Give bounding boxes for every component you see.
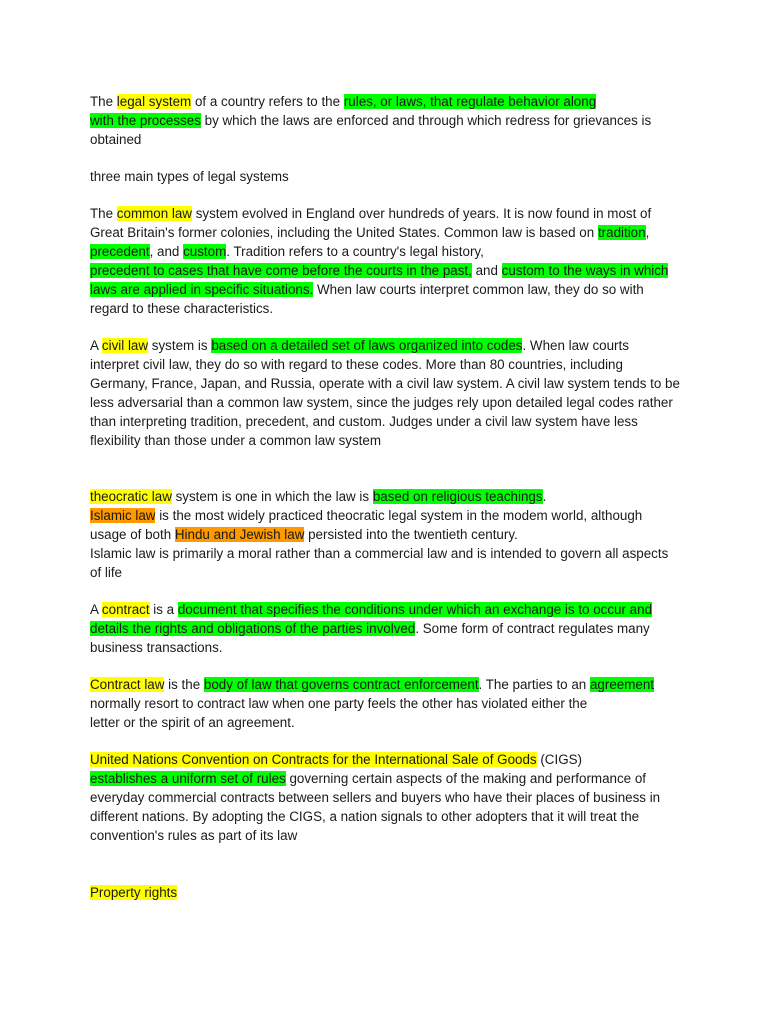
text-run: The [90,206,117,221]
highlight-term-legal-system: legal system [116,94,192,109]
text-run: governing certain aspects of the making and performance of everyday commercial contracts between sellers and buyers who have their places of business in different nations. By adopting the CIGS, a nation signals to other adopters that it will treat the convention's rules as part of its law [90,771,661,843]
text-run: , [645,225,650,240]
text-run: system is one in which the law is [171,489,373,504]
text-run: A [90,338,102,353]
highlight-term-property-rights: Property rights [90,885,178,900]
text-run: A [90,602,102,617]
text-run: . Some form of contract regulates many business transactions. [90,621,650,655]
highlight-definition: rules, or laws, that regulate behavior along [343,94,597,109]
paragraph-legal-system [90,92,680,149]
text-run: . Tradition refers to a country's legal history, [226,244,484,259]
text-run: normally resort to contract law when one party feels the other has violated either the [90,696,588,711]
highlight-term-contract: contract [101,602,150,617]
highlight-term-contract-law: Contract law [90,677,165,692]
text-run: letter or the spirit of an agreement. [90,715,295,730]
text-run: , and [149,244,184,259]
paragraph-contract [90,600,680,657]
paragraph-civil-law [90,336,680,450]
text-run: and [471,263,502,278]
text-run: is a [149,602,178,617]
text-run: of a country refers to the [191,94,344,109]
paragraph-common-law [90,204,680,318]
paragraph-property-rights [90,883,680,902]
highlight-definition: precedent to cases that have come before the courts in the past, [90,263,472,278]
paragraph-contract-law [90,675,680,732]
text-run: system is [148,338,212,353]
text-run: . When law courts interpret civil law, they do so with regard to these codes. More than 80 countries, including Germany, France, Japan, and Russia, operate with a civil law system. A civil law system tends to be less adversarial than a common law system, since the judges rely upon detailed legal codes rather than interpreting tradition, precedent, and custom. Judges under a civil law system have less flexibility than those under a common law system [90,338,680,448]
text-run: Islamic law is primarily a moral rather than a commercial law and is intended to govern all aspects of life [90,546,669,580]
text-run: is the [164,677,204,692]
highlight-term-common-law: common law [116,206,192,221]
text-run: three main types of legal systems [90,169,289,184]
highlight-term-un-convention: United Nations Convention on Contracts for the International Sale of Goods [90,752,537,767]
text-run: system evolved in England over hundreds of years. It is now found in most of Great Britain's former colonies, including the United States. Common law is based on [90,206,652,240]
text-run: The [90,94,117,109]
highlight-definition: establishes a uniform set of rules [90,771,286,786]
text-run: (CIGS) [536,752,583,767]
document-page [90,92,680,920]
text-run: . [542,489,547,504]
paragraph-theocratic-law [90,487,680,582]
highlight-tradition: tradition [597,225,646,240]
paragraph-cigs [90,750,680,845]
text-run: persisted into the twentieth century. [304,527,518,542]
highlight-custom: custom [183,244,227,259]
highlight-term-hindu-jewish-law: Hindu and Jewish law [174,527,305,542]
text-run: . The parties to an [478,677,590,692]
highlight-definition: based on religious teachings [372,489,543,504]
highlight-definition: document that specifies the conditions under which an exchange is to occur and details the rights and obligations of the parties involved [90,602,653,636]
text-run: When law courts interpret common law, they do so with regard to these characteristics. [90,282,644,316]
highlight-term-theocratic-law: theocratic law [90,489,172,504]
highlight-definition: with the processes [90,113,201,128]
highlight-agreement: agreement [589,677,654,692]
text-run: is the most widely practiced theocratic legal system in the modem world, although usage of both [90,508,643,542]
highlight-definition: based on a detailed set of laws organized into codes [211,338,523,353]
highlight-definition: custom to the ways in which laws are applied in specific situations. [90,263,669,297]
highlight-precedent: precedent [90,244,150,259]
highlight-definition: body of law that governs contract enforcement [203,677,479,692]
highlight-term-islamic-law: Islamic law [90,508,156,523]
text-run: by which the laws are enforced and through which redress for grievances is obtained [90,113,652,147]
highlight-term-civil-law: civil law [101,338,149,353]
paragraph-three-types [90,167,680,186]
